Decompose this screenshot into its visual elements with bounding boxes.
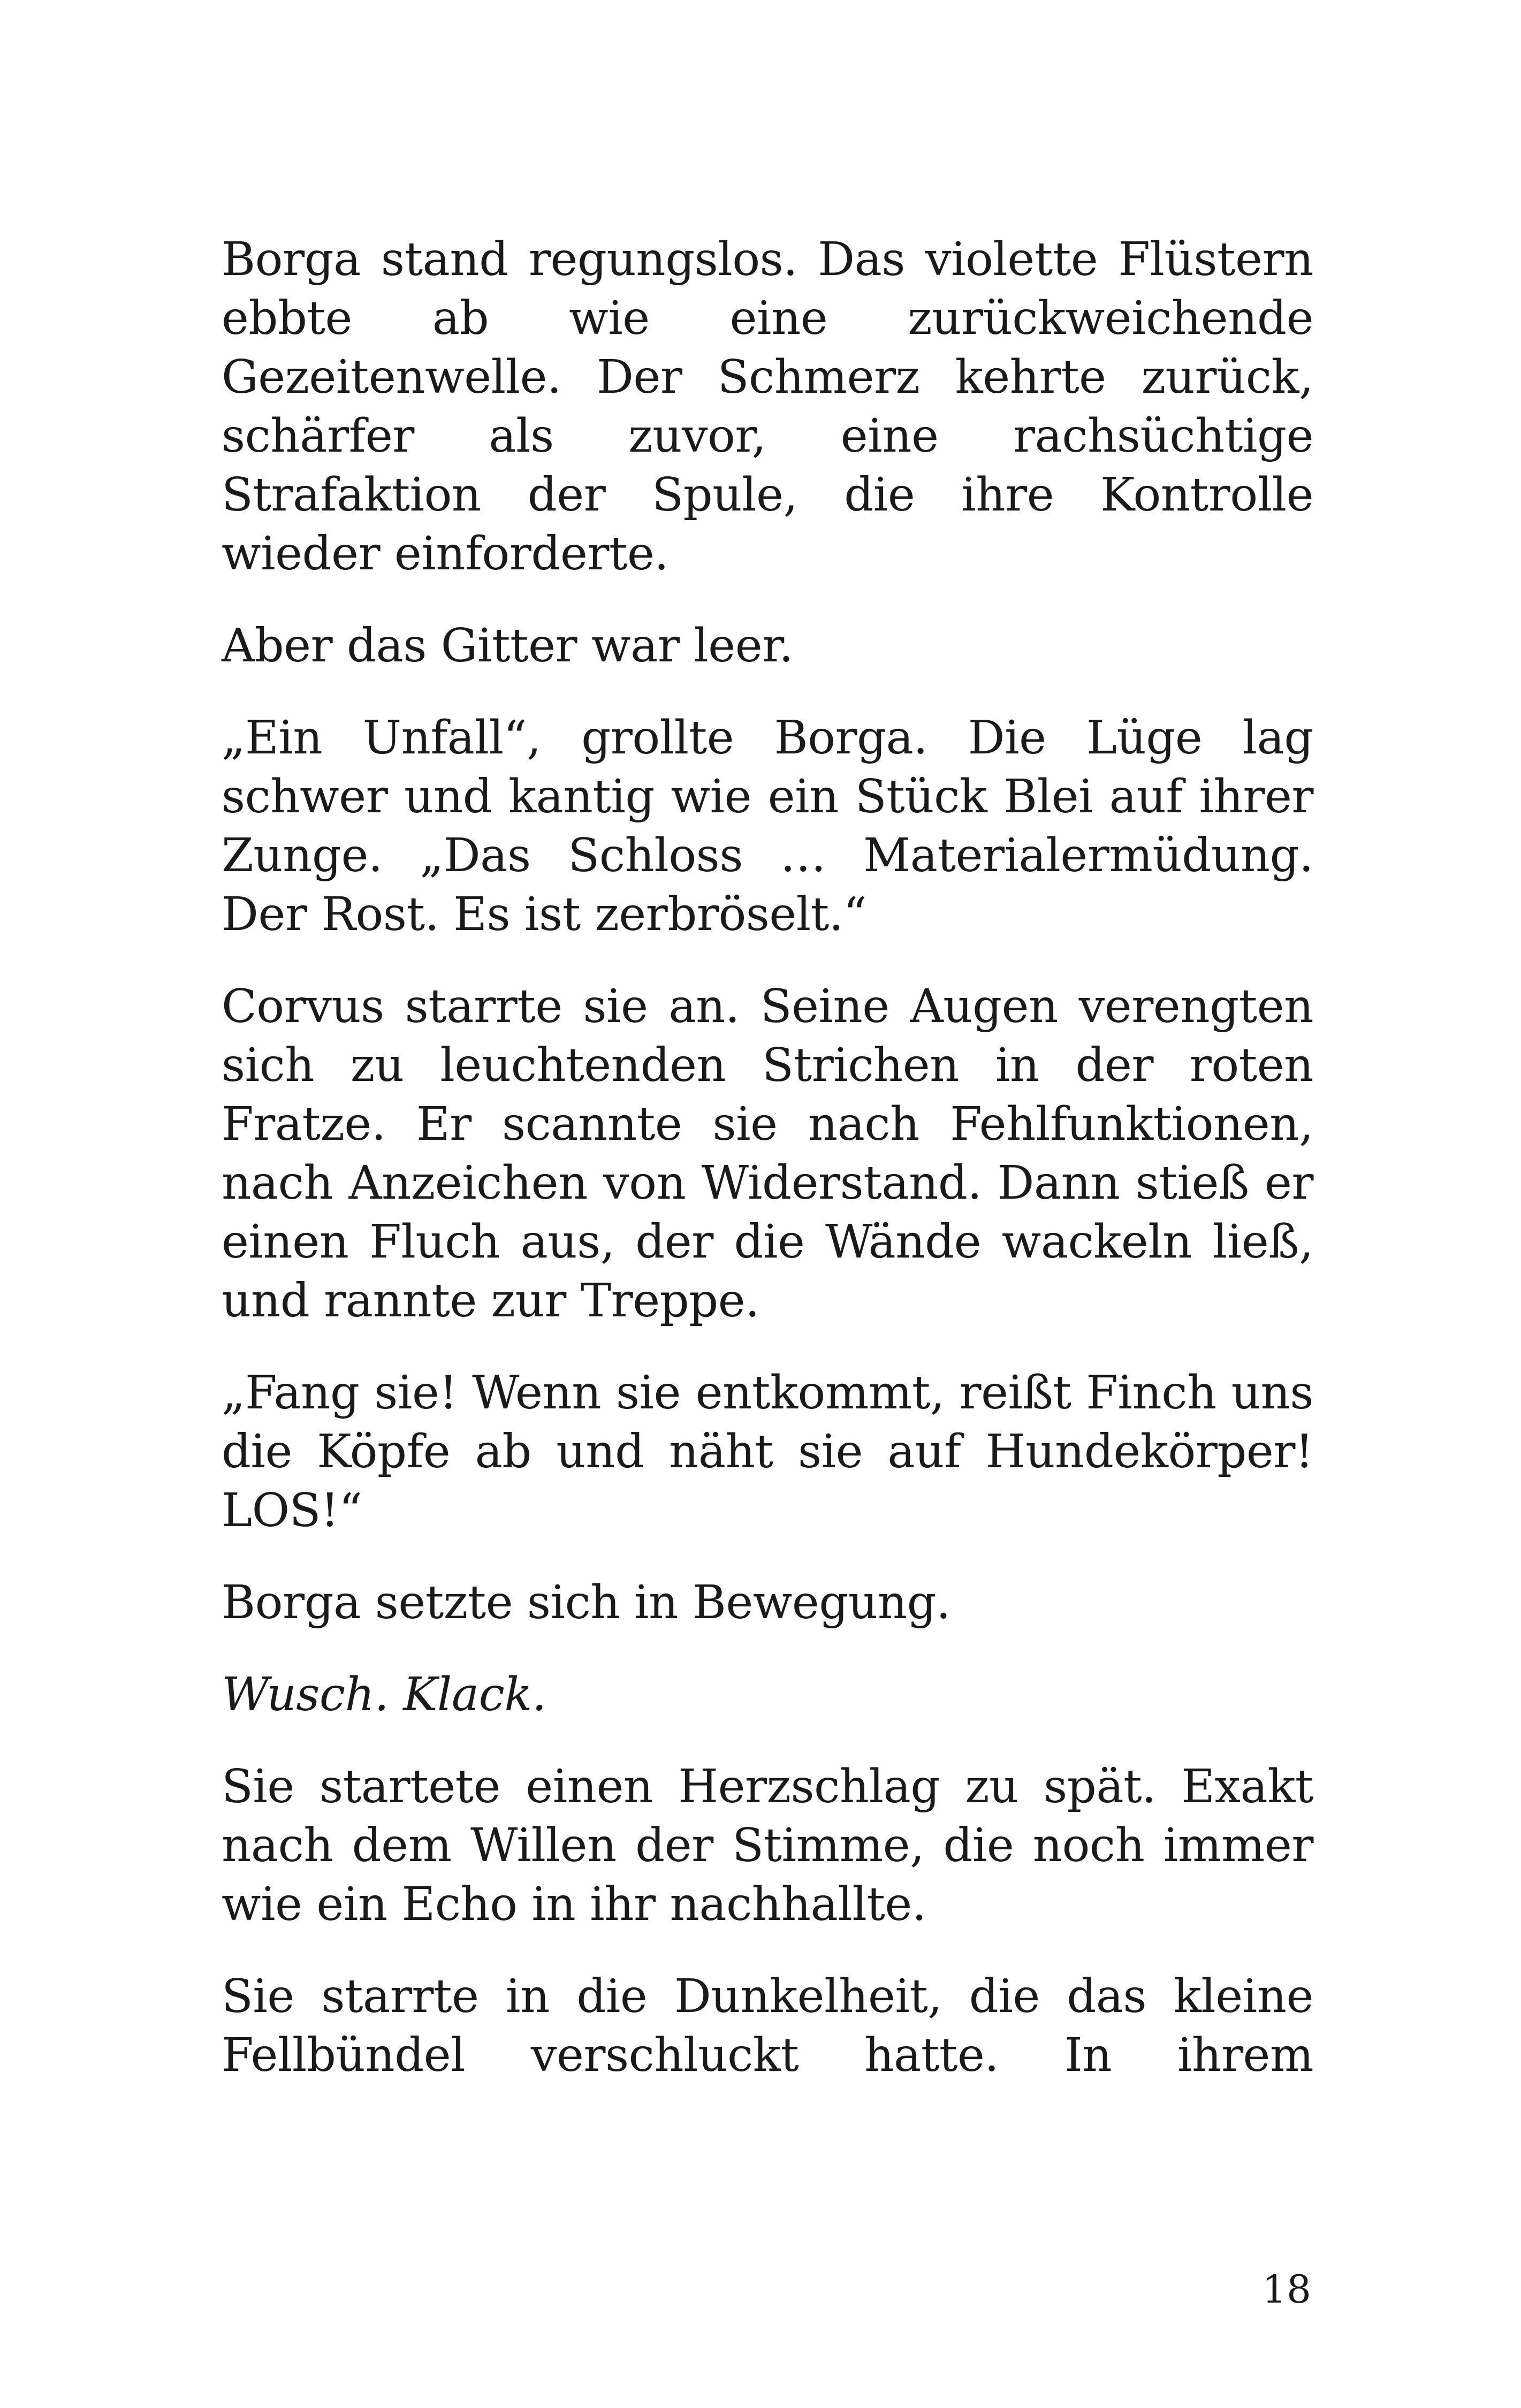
paragraph: Sie starrte in die Dunkelheit, die das kleine Fellbündel verschluckt hatte. In ihrem [222, 1970, 1313, 2082]
paragraph: Aber das Gitter war leer. [222, 619, 794, 673]
body-text [222, 230, 1313, 2085]
italic-paragraph: Wusch. Klack. [222, 1668, 546, 1721]
paragraph: Borga setzte sich in Bewegung. [222, 1576, 951, 1629]
paragraph: „Fang sie! Wenn sie entkommt, reißt Finch uns die Köpfe ab und näht sie auf Hundekörper! LOS!“ [222, 1366, 1313, 1537]
paragraph: Sie startete einen Herzschlag zu spät. Exakt nach dem Willen der Stimme, die noch immer wie ein Echo in ihr nachhallte. [222, 1760, 1313, 1931]
paragraph: Borga stand regungslos. Das violette Flüstern ebbte ab wie eine zurückweichende Gezeitenwelle. Der Schmerz kehrte zurück, schärfer als zuvor, eine rachsüchtige Strafaktion der Spule, die ihre Kontrolle wieder einforderte. [222, 233, 1313, 581]
paragraph: „Ein Unfall“, grollte Borga. Die Lüge lag schwer und kantig wie ein Stück Blei auf ihrer Zunge. „Das Schloss … Materialermüdung. Der Rost. Es ist zerbröselt.“ [222, 711, 1313, 941]
paragraph: Corvus starrte sie an. Seine Augen verengten sich zu leuchtenden Strichen in der roten Fratze. Er scannte sie nach Fehlfunktionen, nach Anzeichen von Widerstand. Dann stieß er einen Fluch aus, der die Wände wackeln ließ, und rannte zur Treppe. [222, 980, 1313, 1328]
page-number: 18 [1262, 2267, 1311, 2312]
